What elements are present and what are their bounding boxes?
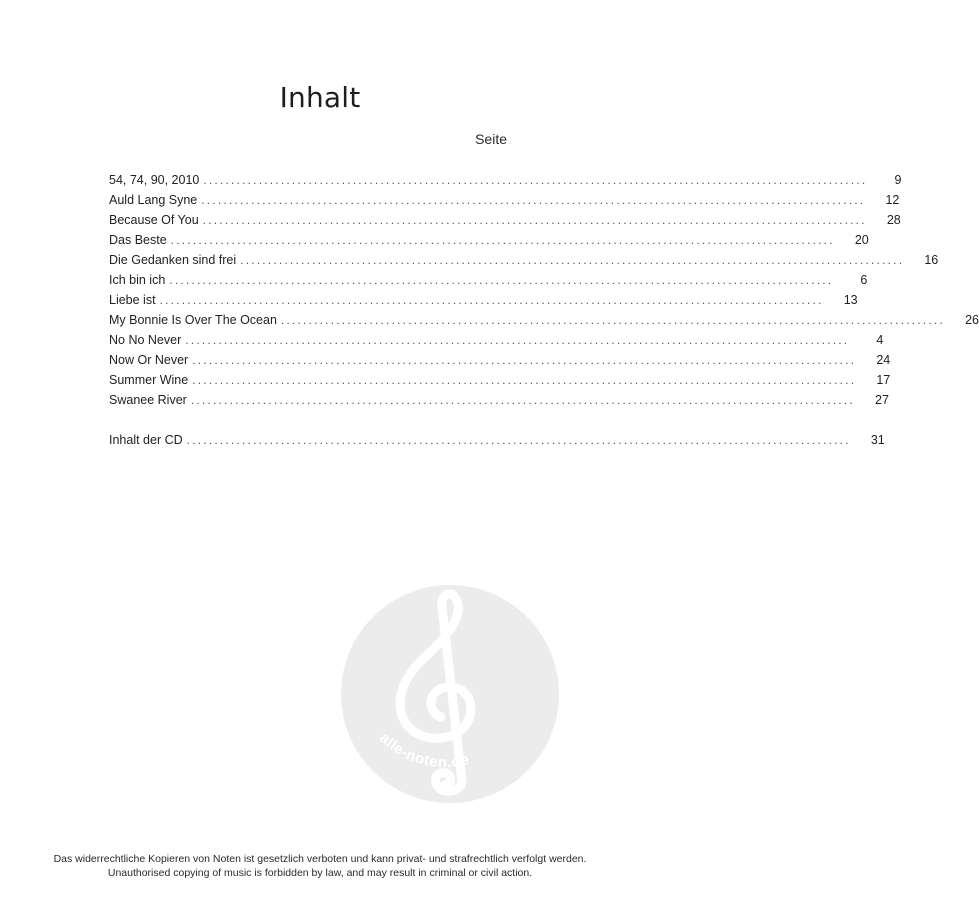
toc-entry-page: 13 [843, 293, 858, 307]
toc-entry [109, 250, 939, 270]
copyright-notice [0, 852, 640, 880]
page-column-header: Seite [475, 131, 507, 147]
toc-entry-title: Because Of You [109, 213, 199, 227]
dot-leader: ........................................................................................................................ [186, 433, 851, 447]
toc-entry [109, 270, 868, 290]
toc-entry-title: Die Gedanken sind frei [109, 253, 237, 267]
toc-entry-title: No No Never [109, 333, 182, 347]
dot-leader: ........................................................................................................................ [159, 293, 824, 307]
toc-entry-title: Liebe ist [109, 293, 156, 307]
toc-entry-page: 20 [854, 233, 869, 247]
toc-entry [109, 330, 884, 350]
page-title: Inhalt [279, 80, 361, 114]
toc-entry-page: 17 [876, 373, 891, 387]
toc-entry-page: 27 [875, 393, 889, 407]
copyright-line-english: Unauthorised copying of music is forbidden by law, and may result in criminal or civil action. [107, 867, 533, 879]
toc-entry-page: 4 [876, 333, 884, 347]
dot-leader: ........................................................................................................................ [240, 253, 905, 267]
toc-entry-page: 16 [924, 253, 939, 267]
toc-entry-title: Ich bin ich [109, 273, 166, 287]
toc-entry-title: 54, 74, 90, 2010 [109, 173, 200, 187]
dot-leader: ........................................................................................................................ [169, 273, 834, 287]
toc-entry [109, 350, 891, 370]
toc-entry [109, 230, 869, 250]
toc-entry-page: 31 [870, 433, 885, 447]
toc-entry-title: Auld Lang Syne [109, 193, 198, 207]
toc-entry-title: My Bonnie Is Over The Ocean [109, 313, 277, 327]
toc-entry-title: Swanee River [109, 393, 187, 407]
toc-entry-page: 28 [886, 213, 901, 227]
dot-leader: ........................................................................................................................ [201, 193, 866, 207]
toc-entry-page: 12 [885, 193, 900, 207]
toc-entry-page: 26 [965, 313, 979, 327]
toc-entry [109, 310, 979, 330]
dot-leader: ........................................................................................................................ [190, 393, 855, 407]
toc-entry [109, 370, 891, 390]
watermark-text: alle-noten.de [376, 729, 472, 772]
watermark [341, 585, 559, 803]
toc-entry-cd [109, 430, 885, 450]
toc-entry [109, 390, 889, 410]
toc-entry-page: 24 [876, 353, 891, 367]
treble-clef-icon [341, 585, 559, 803]
copyright-line-german: Das widerrechtliche Kopieren von Noten ist gesetzlich verboten und kann privat- und strafrechtlich verfolgt werden. [53, 853, 587, 865]
dot-leader: ........................................................................................................................ [192, 353, 857, 367]
toc-entry [109, 170, 902, 190]
dot-leader: ........................................................................................................................ [202, 213, 867, 227]
toc-entry-title: Das Beste [109, 233, 167, 247]
dot-leader: ........................................................................................................................ [203, 173, 868, 187]
toc-entry [109, 210, 901, 230]
toc-entry [109, 190, 900, 210]
toc-entry-page: 6 [860, 273, 868, 287]
table-of-contents [109, 170, 979, 450]
dot-leader: ........................................................................................................................ [170, 233, 835, 247]
toc-entry-page: 9 [894, 173, 902, 187]
dot-leader: ........................................................................................................................ [185, 333, 850, 347]
toc-entry-title: Inhalt der CD [109, 433, 183, 447]
dot-leader: ........................................................................................................................ [280, 313, 945, 327]
toc-entry [109, 290, 858, 310]
toc-entry-title: Summer Wine [109, 373, 189, 387]
dot-leader: ........................................................................................................................ [192, 373, 857, 387]
toc-entry-title: Now Or Never [109, 353, 189, 367]
